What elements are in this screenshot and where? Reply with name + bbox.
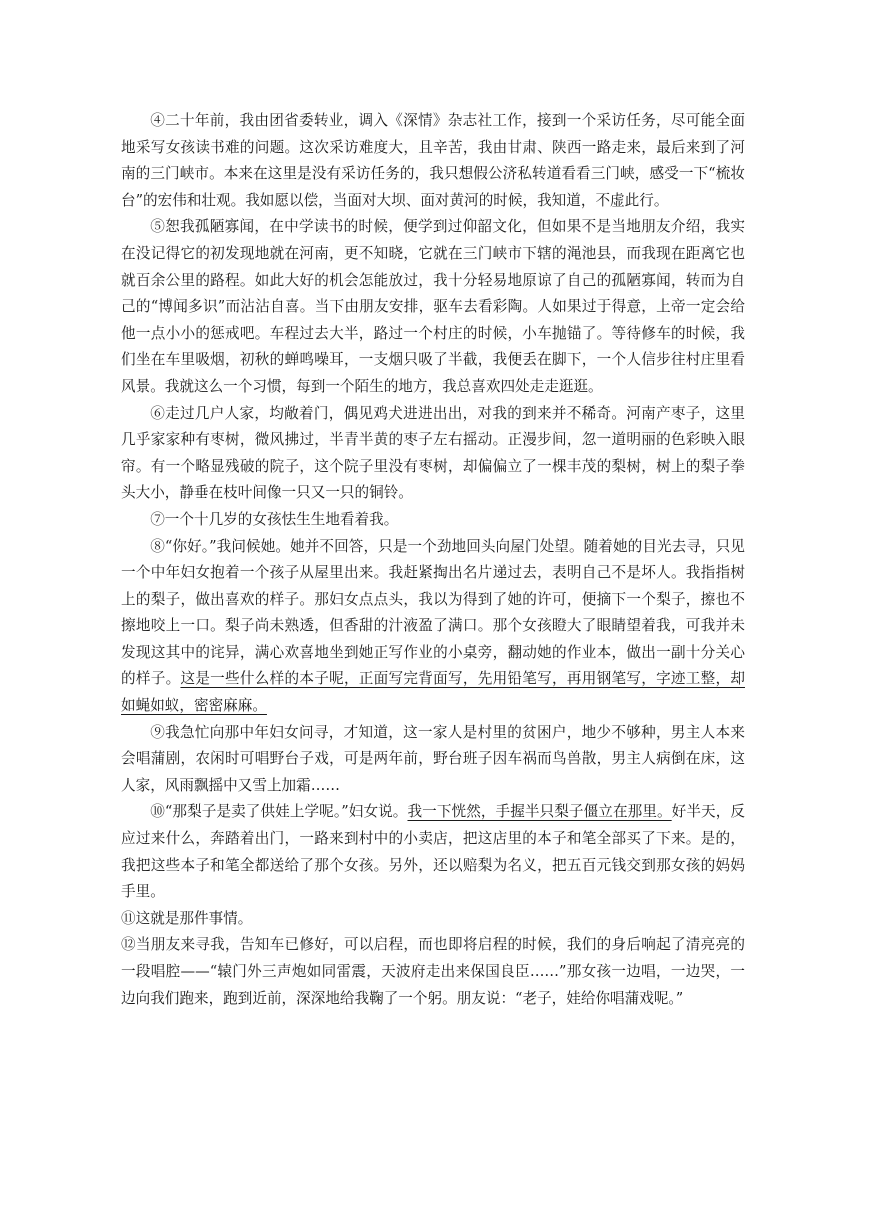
paragraph-5 bbox=[121, 214, 745, 400]
paragraph-4-text: ④二十年前，我由团省委转业，调入《深情》杂志社工作，接到一个采访任务，尽可能全面地采写女孩读书难的问题。这次采访难度大，且辛苦，我由甘肃、陕西一路走来，最后来到了河南的三门峡市。本来在这里是没有采访任务的，我只想假公济私转道看看三门峡，感受一下“梳妆台”的宏伟和壮观。我如愿以偿，当面对大坝、面对黄河的时候，我知道，不虚此行。 bbox=[121, 112, 745, 209]
paragraph-10-underlined-sentence: 我一下恍然，手握半只梨子僵立在那里。 bbox=[407, 803, 672, 821]
paragraph-8-text: ⑧“你好。”我问候她。她并不回答，只是一个劲地回头向屋门处望。随着她的目光去寻，只见一个中年妇女抱着一个孩子从屋里出来。我赶紧掏出名片递过去，表明自己不是坏人。我指指树上的梨子，做出喜欢的样子。那妇女点点头，我以为得到了她的许可，便摘下一个梨子，擦也不擦地咬上一口。梨子尚未熟透，但香甜的汁液盈了满口。那个女孩瞪大了眼睛望着我，可我并未发现这其中的诧异，满心欢喜地坐到她正写作业的小桌旁，翻动她的作业本，做出一副十分关心的样子。 bbox=[121, 537, 745, 688]
paragraph-10-text-end: 好半天，反应过来什么，奔踏着出门，一路来到村中的小卖店，把这店里的本子和笔全部买了下来。是的，我把这些本子和笔全都送给了那个女孩。另外，还以赔梨为名义，把五百元钱交到那女孩的妈妈手里。 bbox=[121, 803, 745, 901]
paragraph-4 bbox=[121, 108, 745, 214]
paragraph-12 bbox=[121, 932, 745, 1012]
paragraph-11 bbox=[121, 906, 745, 933]
document-body bbox=[121, 108, 745, 1012]
paragraph-8-underlined-sentence: 这是一些什么样的本子呢，正面写完背面写，先用铅笔写，再用钢笔写，字迹工整，却如蝇如蚁，密密麻麻。 bbox=[121, 670, 745, 715]
paragraph-12-text: ⑫当朋友来寻我，告知车已修好，可以启程，而也即将启程的时候，我们的身后响起了清亮亮的一段唱腔——“辕门外三声炮如同雷震，天波府走出来保国良臣……”那女孩一边唱，一边哭，一边向我们跑来，跑到近前，深深地给我鞠了一个躬。朋友说：“老子，娃给你唱蒲戏呢。” bbox=[121, 936, 745, 1007]
paragraph-7-text: ⑦一个十几岁的女孩怯生生地看着我。 bbox=[150, 510, 399, 528]
paragraph-10-text-start: ⑩“那梨子是卖了供娃上学呢。”妇女说。 bbox=[150, 803, 408, 821]
paragraph-9-text: ⑨我急忙向那中年妇女问寻，才知道，这一家人是村里的贫困户，地少不够种，男主人本来会唱蒲剧，农闲时可唱野台子戏，可是两年前，野台班子因车祸而鸟兽散，男主人病倒在床，这人家，风雨飘摇中又雪上加霜…… bbox=[121, 723, 745, 794]
paragraph-5-text: ⑤恕我孤陋寡闻，在中学读书的时候，便学到过仰韶文化，但如果不是当地朋友介绍，我实在没记得它的初发现地就在河南，更不知晓，它就在三门峡市下辖的渑池县，而我现在距离它也就百余公里的路程。如此大好的机会怎能放过，我十分轻易地原谅了自己的孤陋寡闻，转而为自己的“博闻多识”而沾沾自喜。当下由朋友安排，驱车去看彩陶。人如果过于得意，上帝一定会给他一点小小的惩戒吧。车程过去大半，路过一个村庄的时候，小车抛锚了。等待修车的时候，我们坐在车里吸烟，初秋的蝉鸣噪耳，一支烟只吸了半截，我便丢在脚下，一个人信步往村庄里看风景。我就这么一个习惯，每到一个陌生的地方，我总喜欢四处走走逛逛。 bbox=[121, 218, 745, 395]
paragraph-6-text: ⑥走过几户人家，均敞着门，偶见鸡犬进进出出，对我的到来并不稀奇。河南产枣子，这里几乎家家种有枣树，微风拂过，半青半黄的枣子左右摇动。正漫步间，忽一道明丽的色彩映入眼帘。有一个略显残破的院子，这个院子里没有枣树，却偏偏立了一棵丰茂的梨树，树上的梨子拳头大小，静垂在枝叶间像一只又一只的铜铃。 bbox=[121, 404, 745, 502]
paragraph-8 bbox=[121, 534, 745, 720]
paragraph-9 bbox=[121, 720, 745, 800]
paragraph-7 bbox=[121, 507, 745, 534]
paragraph-11-text: ⑪这就是那件事情。 bbox=[121, 909, 253, 927]
paragraph-6 bbox=[121, 401, 745, 507]
paragraph-10 bbox=[121, 799, 745, 905]
